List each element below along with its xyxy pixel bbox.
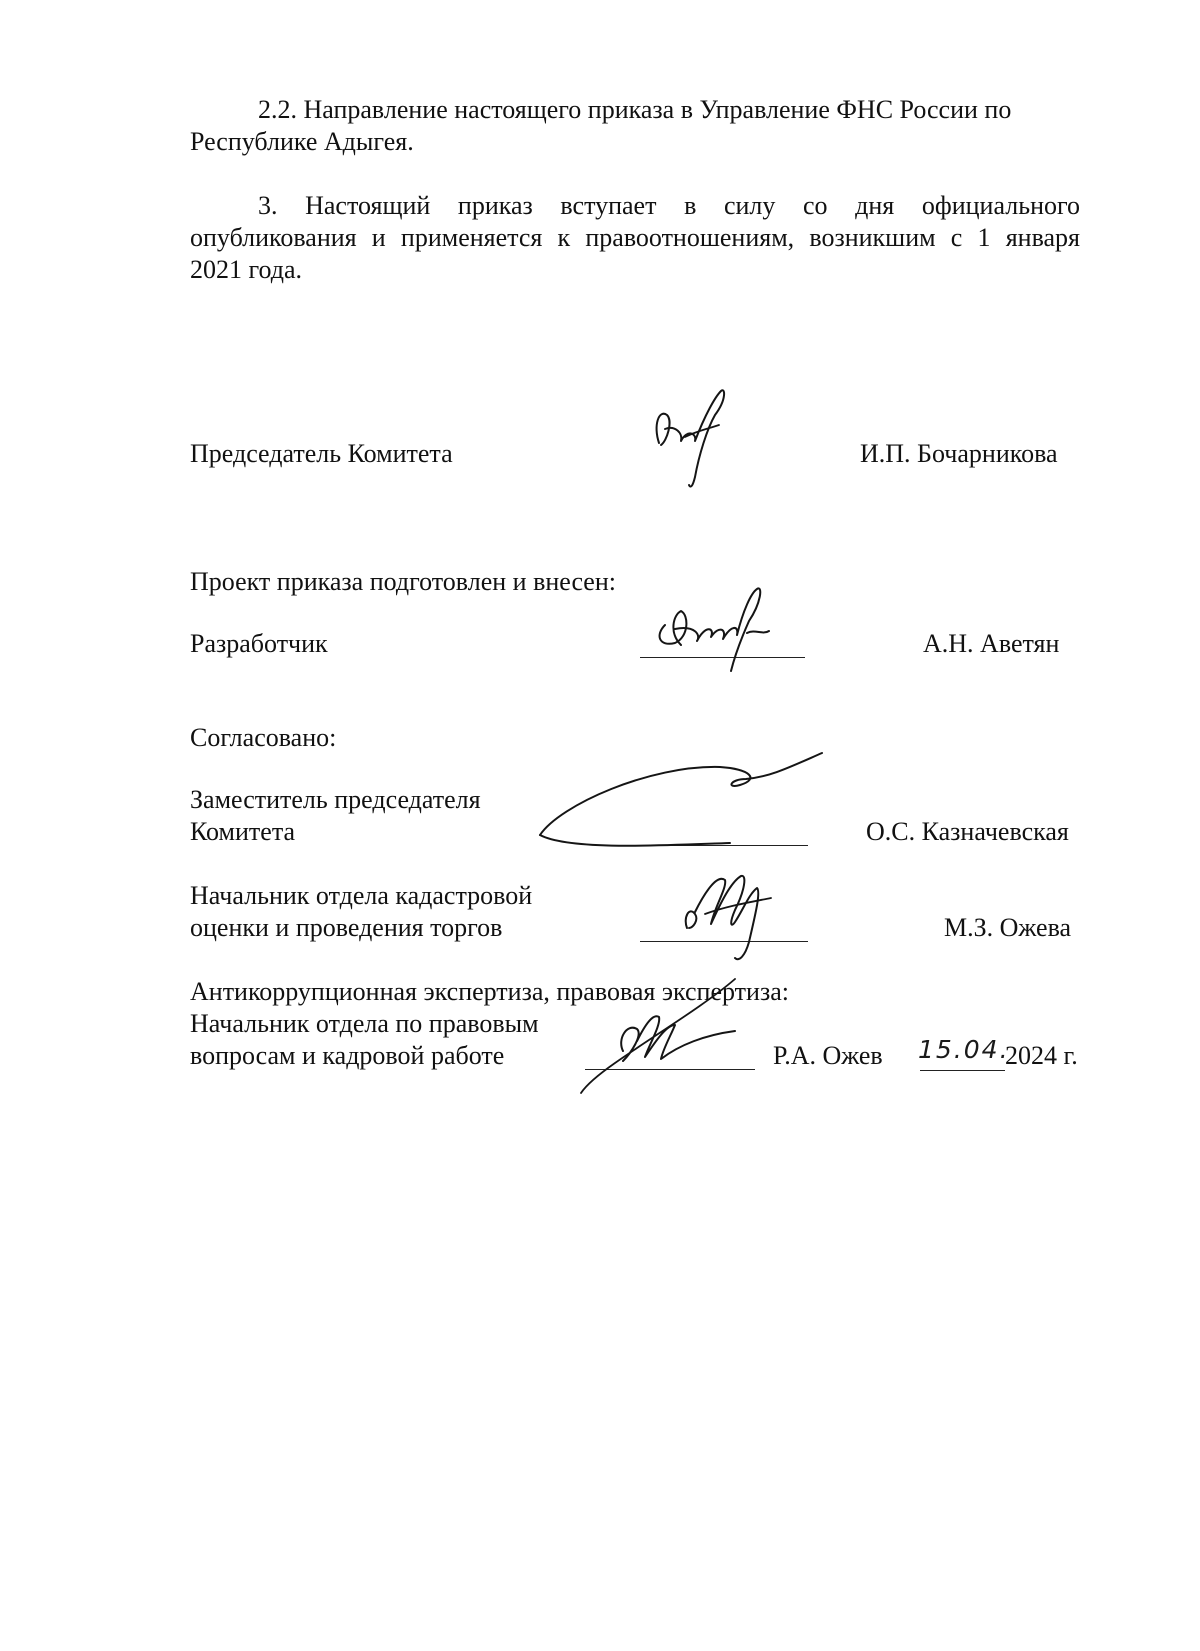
- deputy-signature: [530, 745, 830, 855]
- developer-role: Разработчик: [190, 629, 328, 658]
- agreed-heading: Согласовано:: [190, 723, 337, 752]
- developer-signature: [645, 585, 815, 680]
- paragraph-3: [190, 190, 1080, 286]
- deputy-name: О.С. Казначевская: [866, 817, 1069, 846]
- cadastral-title-line-1: Начальник отдела кадастровой: [190, 881, 533, 910]
- legal-title-line-2: вопросам и кадровой работе: [190, 1041, 505, 1070]
- paragraph-3-line-2: опубликования и применяется к правоотношениям, возникшим с 1 января: [190, 223, 1080, 252]
- chairman-signature: [645, 385, 755, 495]
- cadastral-name: М.З. Ожева: [944, 913, 1072, 942]
- approval-year: 2024 г.: [1005, 1041, 1078, 1070]
- paragraph-2-2: [190, 94, 1080, 158]
- prepared-heading: Проект приказа подготовлен и внесен:: [190, 567, 616, 596]
- paragraph-3-line-3: 2021 года.: [190, 255, 303, 284]
- legal-expertise-heading: Антикоррупционная экспертиза, правовая экспертиза:: [190, 977, 789, 1006]
- legal-title-line-1: Начальник отдела по правовым: [190, 1009, 539, 1038]
- deputy-title-line-1: Заместитель председателя: [190, 785, 481, 814]
- cadastral-title-line-2: оценки и проведения торгов: [190, 913, 503, 942]
- handwritten-date: 15.04.: [918, 1035, 1010, 1064]
- paragraph-2-2-line-2: Республике Адыгея.: [190, 127, 414, 156]
- paragraph-3-line-1: 3. Настоящий приказ вступает в силу со дня официального: [258, 191, 1080, 220]
- deputy-title-line-2: Комитета: [190, 817, 296, 846]
- chairman-name: И.П. Бочарникова: [860, 439, 1058, 468]
- legal-signature: [575, 975, 775, 1115]
- date-underline: [920, 1070, 1005, 1071]
- developer-name: А.Н. Аветян: [923, 629, 1060, 658]
- legal-name: Р.А. Ожев: [773, 1041, 883, 1070]
- cadastral-signature: [675, 862, 795, 970]
- chairman-title: Председатель Комитета: [190, 439, 453, 468]
- paragraph-2-2-line-1: 2.2. Направление настоящего приказа в Управление ФНС России по: [258, 95, 1012, 124]
